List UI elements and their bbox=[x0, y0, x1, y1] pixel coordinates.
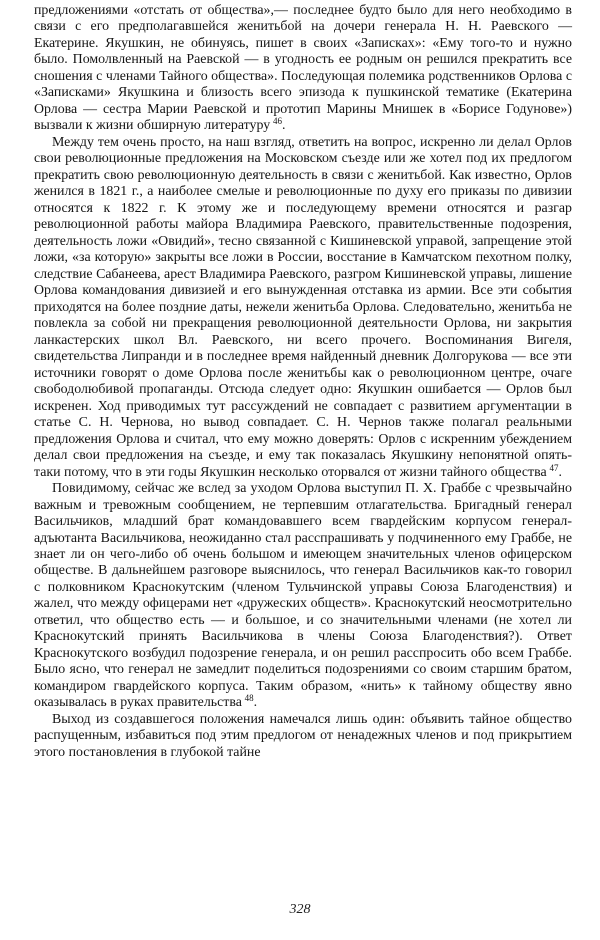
paragraph-3-text: Повидимому, сейчас же вслед за уходом Орлова выступил П. Х. Граббе с чрезвычайно важным и тревожным сообщением, не терпевшим отлагательства. Бригадный генерал Васильчиков, младший брат командовавшего всем гвардейским корпусом генерал-адъютанта Васильчикова, неожиданно стал расспрашивать у подчиненного ему Граббе, не знает ли он чего-либо об очень большом и имеющем значительных членов офицерском обществе. В дальнейшем разговоре выяснилось, что генерал Васильчиков как-то говорил с полковником Краснокутским (членом Тульчинской управы Союза Благоденствия) и жалел, что между офицерами нет «дружеских обществ». Краснокутский неосмотрительно ответил, что общество есть — и большое, и со значительными членами (не хотел ли Краснокутский принять Васильчикова в члены Союза Благоденствия?). Ответ Краснокутского возбудил подозрение генерала, и он решил расспросить обо всем Граббе. Было ясно, что генерал не замедлит поделиться подозрениями со своим старшим братом, командиром гвардейского корпуса. Таким образом, «нить» к тайному обществу явно оказывалась в руках правительства bbox=[34, 481, 572, 711]
footnote-ref-46[interactable]: 46 bbox=[272, 116, 282, 127]
paragraph-1-tail: . bbox=[281, 118, 286, 134]
paragraph-2-tail: . bbox=[558, 464, 562, 480]
page-number: 328 bbox=[289, 902, 311, 917]
paragraph-1-text: предложениями «отстать от общества»,— последнее будто было для него необходимо в связи с его предполагавшейся женитьбой на дочери генерала Н. Н. Раевского — Екатерине. Якушкин, не обинуясь, пишет в своих «Записках»: «Ему того-то и нужно было. Помолвленный на Раевской — в угодность ее родным он решился прекратить все сношения с членами Тайного общества». Последующая полемика родственников Орлова с «Записками» Якушкина и близость всего эпизода к пушкинской тематике (Екатерина Орлова — сестра Марии Раевской и прототип Марины Мнишек в «Борисе Годунове») вызвали к жизни обширную литературу bbox=[34, 3, 572, 134]
paragraph-2-text: Между тем очень просто, на наш взгляд, ответить на вопрос, искренно ли делал Орлов свои революционные предложения на Московском съезде или же хотел под их предлогом прекратить свою революционную деятельность в связи с женитьбой. Как известно, Орлов женился в 1821 г., а наиболее смелые и революционные по духу его приказы по дивизии относятся к 1822 г. К этому же и последующему времени относятся и разгар революционной работы майора Владимира Раевского, правительственные подозрения, деятельность ложи «Овидий», тесно связанной с Кишиневской управой, запрещение этой ложи, «за которую» закрыты все ложи в России, восстание в Камчатском пехотном полку, следствие Сабанеева, арест Владимира Раевского, разгром Кишиневской управы, лишение Орлова командования дивизией и его вынужденная отставка из армии. Все эти события приходятся на более поздние даты, нежели женитьба Орлова. Следовательно, женитьба не повлекла за собой ни прекращения революционной деятельности Орлова, ни закрытия ланкастерских школ Вл. Раевского, ни всего прочего. Воспоминания Вигеля, свидетельства Липранди и в последнее время найденный дневник Долгорукова — все эти источники говорят о доме Орлова после женитьбы как о революционном центре, очаге свободолюбивой пропаганды. Отсюда следует одно: Якушкин ошибается — Орлов был искренен. Ход приводимых тут рассуждений не совпадает с развитием аргументации в статье С. Н. Чернова, но вывод совпадает. С. Н. Чернов также полагал реальными предложения Орлова и считал, что ему можно доверять: Орлов с искренним убеждением делал свои предложения на съезде, и ему так показалась Якушкину непонятной опять-таки потому, что в эти годы Якушкин несколько оторвался от жизни тайного общества bbox=[34, 134, 572, 480]
paragraph-3 bbox=[34, 481, 572, 712]
footnote-ref-47[interactable]: 47 bbox=[549, 462, 559, 473]
paragraph-3-tail: . bbox=[253, 695, 258, 711]
paragraph-4 bbox=[34, 712, 572, 761]
paragraph-1 bbox=[34, 3, 572, 135]
footnote-ref-48[interactable]: 48 bbox=[244, 693, 254, 704]
paragraph-2 bbox=[34, 135, 572, 481]
paragraph-4-text: Выход из создавшегося положения намечался лишь один: объявить тайное общество распущенным, избавиться под этим предлогом от ненадежных членов и под прикрытием этого постановления в глубокой тайне bbox=[34, 711, 572, 760]
